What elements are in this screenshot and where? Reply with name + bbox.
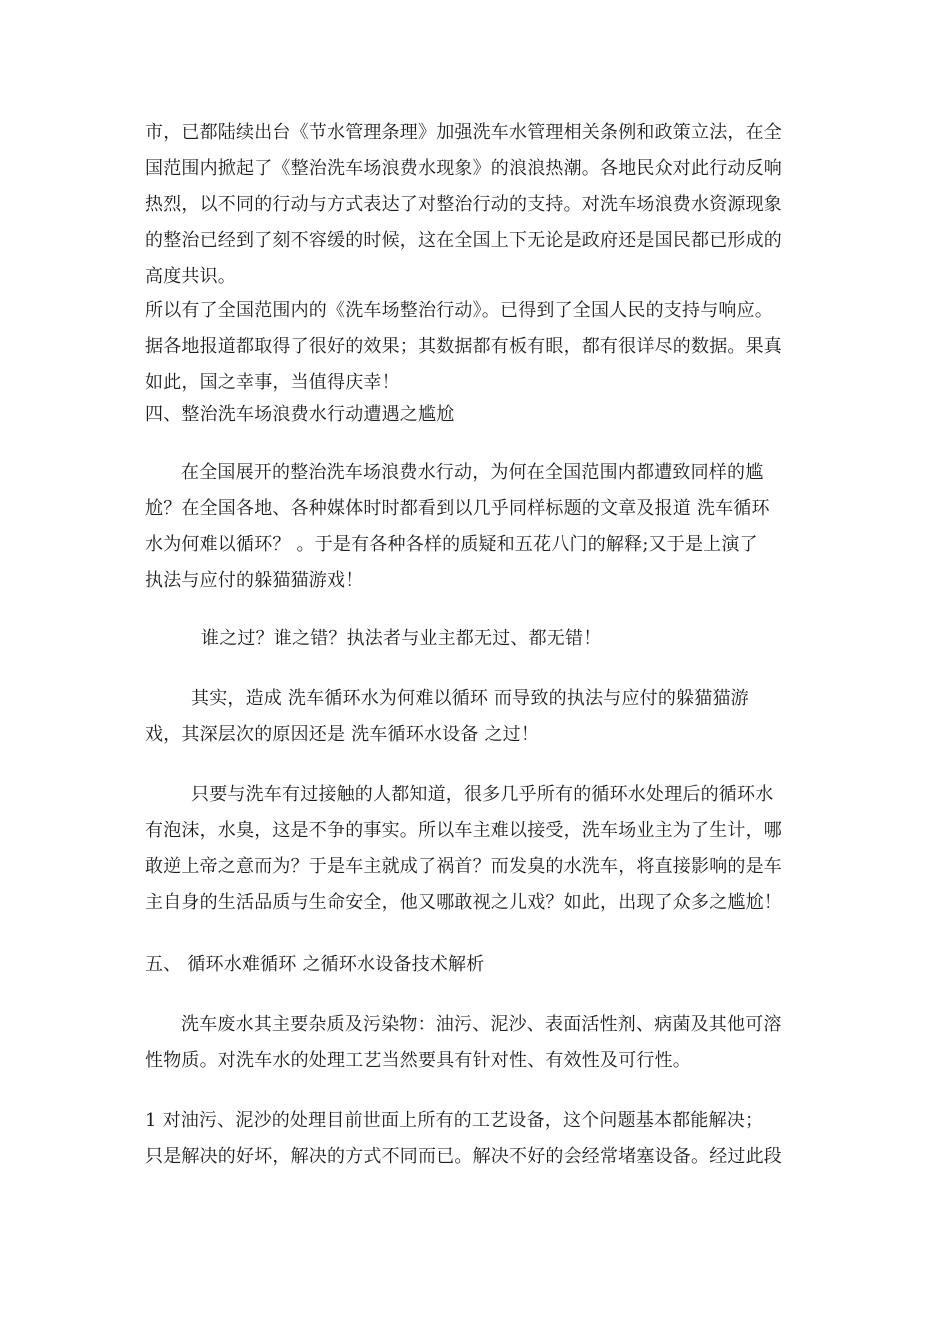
paragraph-line: 国范围内掀起了《整治洗车场浪费水现象》的浪浪热潮。各地民众对此行动反响 <box>145 158 782 179</box>
paragraph-line: 尬？在全国各地、各种媒体时时都看到以几乎同样标题的文章及报道 洗车循环 <box>145 498 770 519</box>
paragraph-line: 主自身的生活品质与生命安全，他又哪敢视之儿戏？如此，出现了众多之尴尬！ <box>145 892 782 913</box>
paragraph-line: 执法与应付的躲猫猫游戏！ <box>145 570 364 591</box>
paragraph-line: 有泡沫，水臭，这是不争的事实。所以车主难以接受，洗车场业主为了生计，哪 <box>145 820 782 841</box>
paragraph-line: 据各地报道都取得了很好的效果；其数据都有板有眼，都有很详尽的数据。果真 <box>145 336 782 357</box>
paragraph-line: 谁之过？谁之错？执法者与业主都无过、都无错！ <box>201 628 602 649</box>
paragraph-line: 水为何难以循环？ 。于是有各种各样的质疑和五花八门的解释;又于是上演了 <box>145 534 758 555</box>
paragraph-line: 只要与洗车有过接触的人都知道，很多几乎所有的循环水处理后的循环水 <box>191 784 774 805</box>
paragraph-line: 戏，其深层次的原因还是 洗车循环水设备 之过！ <box>145 724 540 745</box>
section-heading: 五、 循环水难循环 之循环水设备技术解析 <box>145 954 485 975</box>
paragraph-line: 所以有了全国范围内的《洗车场整治行动》。已得到了全国人民的支持与响应。 <box>145 300 773 321</box>
paragraph-line: 高度共识。 <box>145 266 236 287</box>
paragraph-line: 市，已都陆续出台《节水管理条理》加强洗车水管理相关条例和政策立法，在全 <box>145 122 782 143</box>
paragraph-line: 的整治已经到了刻不容缓的时候，这在全国上下无论是政府还是国民都已形成的 <box>145 230 782 251</box>
section-heading: 四、整治洗车场浪费水行动遭遇之尴尬 <box>145 404 455 425</box>
paragraph-line: 如此，国之幸事，当值得庆幸！ <box>145 372 400 393</box>
paragraph-line: 在全国展开的整治洗车场浪费水行动，为何在全国范围内都遭致同样的尴 <box>181 462 764 483</box>
paragraph-line: 1 对油污、泥沙的处理目前世面上所有的工艺设备，这个问题基本都能解决； <box>145 1110 764 1131</box>
paragraph-line: 洗车废水其主要杂质及污染物：油污、泥沙、表面活性剂、病菌及其他可溶 <box>181 1014 782 1035</box>
paragraph-line: 只是解决的好坏，解决的方式不同而已。解决不好的会经常堵塞设备。经过此段 <box>145 1146 782 1167</box>
paragraph-line: 性物质。对洗车水的处理工艺当然要具有针对性、有效性及可行性。 <box>145 1050 691 1071</box>
paragraph-line: 其实，造成 洗车循环水为何难以循环 而导致的执法与应付的躲猫猫游 <box>191 688 749 709</box>
paragraph-line: 热烈，以不同的行动与方式表达了对整治行动的支持。对洗车场浪费水资源现象 <box>145 194 782 215</box>
paragraph-line: 敢逆上帝之意而为？于是车主就成了祸首？而发臭的水洗车，将直接影响的是车 <box>145 856 782 877</box>
